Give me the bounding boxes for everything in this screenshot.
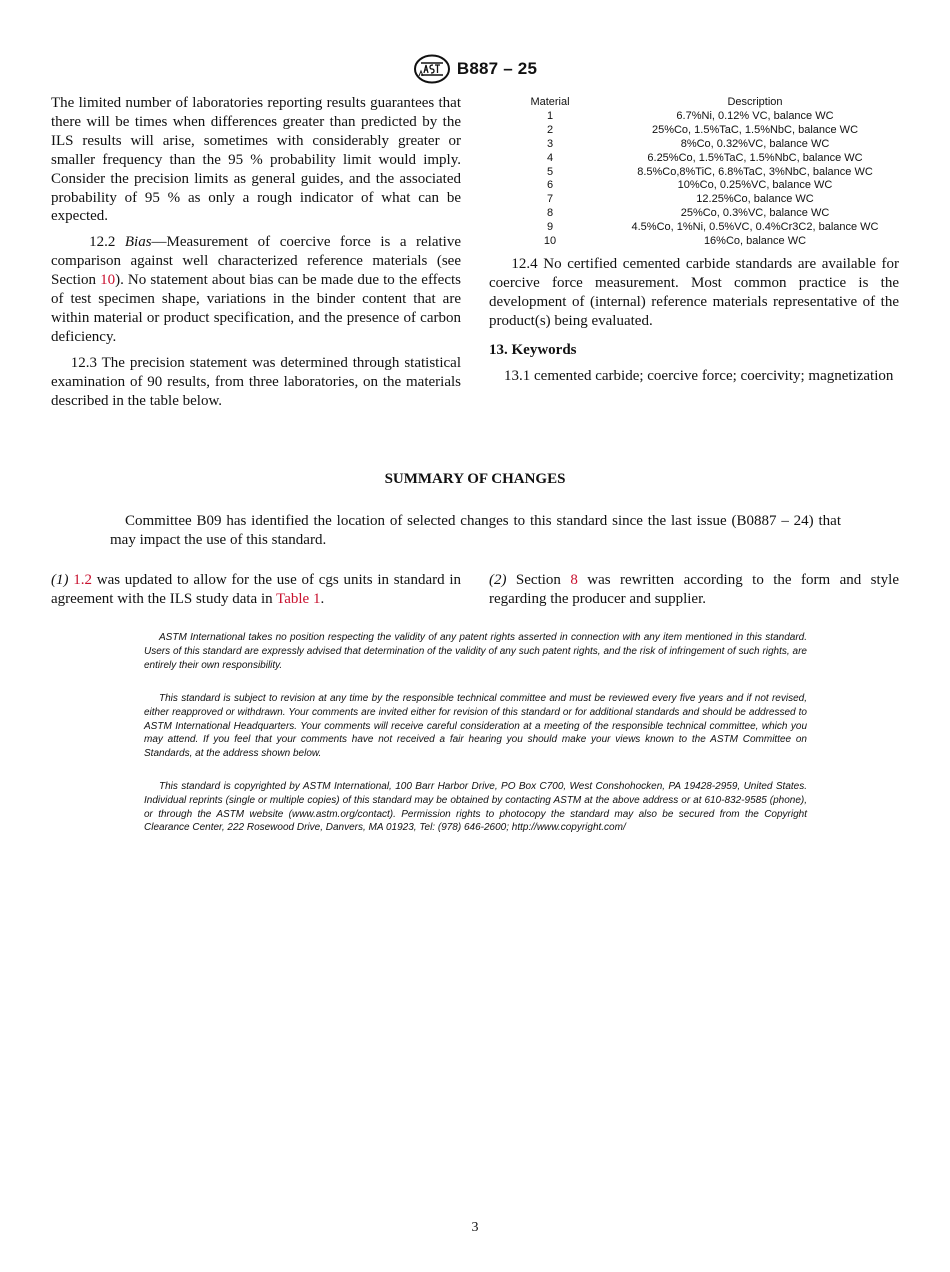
paragraph-text: 12.4 No certified cemented carbide standards are available for coercive force measurement. Most common practice is the development of (internal) reference materials representative of the product(s) being evaluated. (489, 255, 899, 329)
summary-of-changes-title: SUMMARY OF CHANGES (384, 471, 566, 487)
material-number: 3 (546, 137, 554, 150)
column-header-description: Description (727, 96, 783, 108)
materials-table (489, 96, 899, 249)
change-number: (1) (51, 572, 69, 588)
material-description: 25%Co, 0.3%VC, balance WC (680, 207, 830, 220)
paragraph-12-3 (51, 354, 461, 411)
page-number: 3 (471, 1220, 479, 1235)
material-number: 6 (546, 179, 554, 192)
table-1-link[interactable]: Table 1 (276, 590, 321, 607)
change-text (489, 571, 899, 609)
material-number: 2 (546, 123, 554, 136)
page-header (0, 53, 950, 85)
paragraph-13-1 (489, 367, 899, 386)
material-description: 8.5%Co,8%TiC, 6.8%TaC, 3%NbC, balance WC (637, 165, 873, 178)
table-row (489, 152, 899, 166)
table-row (489, 207, 899, 221)
table-row (489, 193, 899, 207)
material-number: 8 (546, 207, 554, 220)
paragraph-text: 12.3 The precision statement was determined through statistical examination of 90 results, from three laboratories, on the materials described in the table below. (51, 354, 461, 409)
change-text-part: was rewritten according to the form and style regarding the producer and supplier. (489, 572, 899, 607)
astm-logo-icon (413, 54, 451, 84)
table-row (489, 221, 899, 235)
paragraph-12-4 (489, 255, 899, 331)
table-row (489, 138, 899, 152)
copyright-notice: This standard is copyrighted by ASTM International, 100 Barr Harbor Drive, PO Box C700, West Conshohocken, PA 19428-2959, United States. Individual reprints (single or multiple copies) of this standard may be obtained by contacting ASTM at the above address or at 610-832-9585 (phone), or through the ASTM website (www.astm.org/contact). Permission rights to photocopy the standard may also be secured from the Copyright Clearance Center, 222 Rosewood Drive, Danvers, MA 01923, Tel: (978) 646-2600; http://www.copyright.com/ (144, 781, 807, 834)
section-1-2-link[interactable]: 1.2 (73, 572, 92, 588)
paragraph-text: ). No statement about bias can be made due to the effects of test specimen shape, variations in the binder content that are within material or product specification, and the presence of carbon deficiency. (51, 272, 461, 345)
left-column (51, 94, 461, 411)
material-description: 6.7%Ni, 0.12% VC, balance WC (676, 109, 834, 122)
material-number: 5 (546, 165, 554, 178)
patent-notice: ASTM International takes no position respecting the validity of any patent rights asserted in connection with any item mentioned in this standard. Users of this standard are expressly advised that determination of the validity of any such patent rights, and the risk of infringement of such rights, are entirely their own responsibility. (144, 632, 807, 671)
change-text-part: was updated to allow for the use of cgs units in standard in agreement with the ILS study data in (51, 572, 462, 607)
section-heading-keywords: 13. Keywords (489, 341, 577, 358)
material-number: 1 (546, 109, 554, 122)
table-row (489, 124, 899, 138)
material-description: 12.25%Co, balance WC (696, 193, 814, 206)
summary-intro: Committee B09 has identified the location of selected changes to this standard since the last issue (B0887 – 24) that may impact the use of this standard. (110, 513, 841, 548)
change-text-part: Section (506, 572, 571, 588)
material-description: 6.25%Co, 1.5%TaC, 1.5%NbC, balance WC (647, 151, 863, 164)
material-description: 4.5%Co, 1%Ni, 0.5%VC, 0.4%Cr3C2, balance WC (631, 221, 879, 234)
change-number: (2) (489, 572, 507, 588)
bias-term: Bias (124, 234, 152, 251)
column-header-material: Material (530, 96, 570, 108)
table-header-row (489, 96, 899, 110)
revision-notice: This standard is subject to revision at any time by the responsible technical committee and must be reviewed every five years and if not revised, either reapproved or withdrawn. Your comments are invited either for revision of this standard or for additional standards and should be addressed to ASTM International Headquarters. Your comments will receive careful consideration at a meeting of the responsible technical committee, which you may attend. If you feel that your comments have not received a fair hearing you should make your views known to the ASTM Committee on Standards, at the address shown below. (144, 693, 807, 760)
material-description: 25%Co, 1.5%TaC, 1.5%NbC, balance WC (651, 123, 859, 136)
section-number: 12.2 (89, 234, 116, 251)
paragraph-text: —Measurement of coercive force is a relative comparison against well characterized reference materials (see Section (51, 234, 462, 289)
paragraph-precision-intro: The limited number of laboratories reporting results guarantees that there will be times when differences greater than predicted by the ILS results will arise, sometimes with considerably greater or smaller frequency than the 95 % probability limit would imply. Consider the precision limits as general guides, and the associated probability of 95 % as only a rough indicator of what can be expected. (51, 95, 461, 225)
material-description: 16%Co, balance WC (703, 235, 807, 248)
change-text-part: . (320, 590, 325, 607)
change-item-2 (489, 571, 899, 609)
paragraph-text: 13.1 cemented carbide; coercive force; coercivity; magnetization (504, 367, 894, 384)
table-row (489, 166, 899, 180)
material-description: 10%Co, 0.25%VC, balance WC (677, 179, 833, 192)
change-text (51, 571, 461, 609)
material-description: 8%Co, 0.32%VC, balance WC (680, 137, 830, 150)
paragraph-12-2 (51, 233, 461, 346)
material-number: 10 (543, 235, 557, 248)
change-item-1 (51, 571, 461, 609)
table-row (489, 110, 899, 124)
table-row (489, 235, 899, 249)
material-number: 9 (546, 221, 554, 234)
table-row (489, 179, 899, 193)
section-10-link[interactable]: 10 (100, 272, 116, 289)
document-designation: B887 – 25 (456, 59, 538, 78)
right-column (489, 96, 899, 385)
material-number: 7 (546, 193, 554, 206)
section-8-link[interactable]: 8 (570, 572, 578, 588)
material-number: 4 (546, 151, 554, 164)
